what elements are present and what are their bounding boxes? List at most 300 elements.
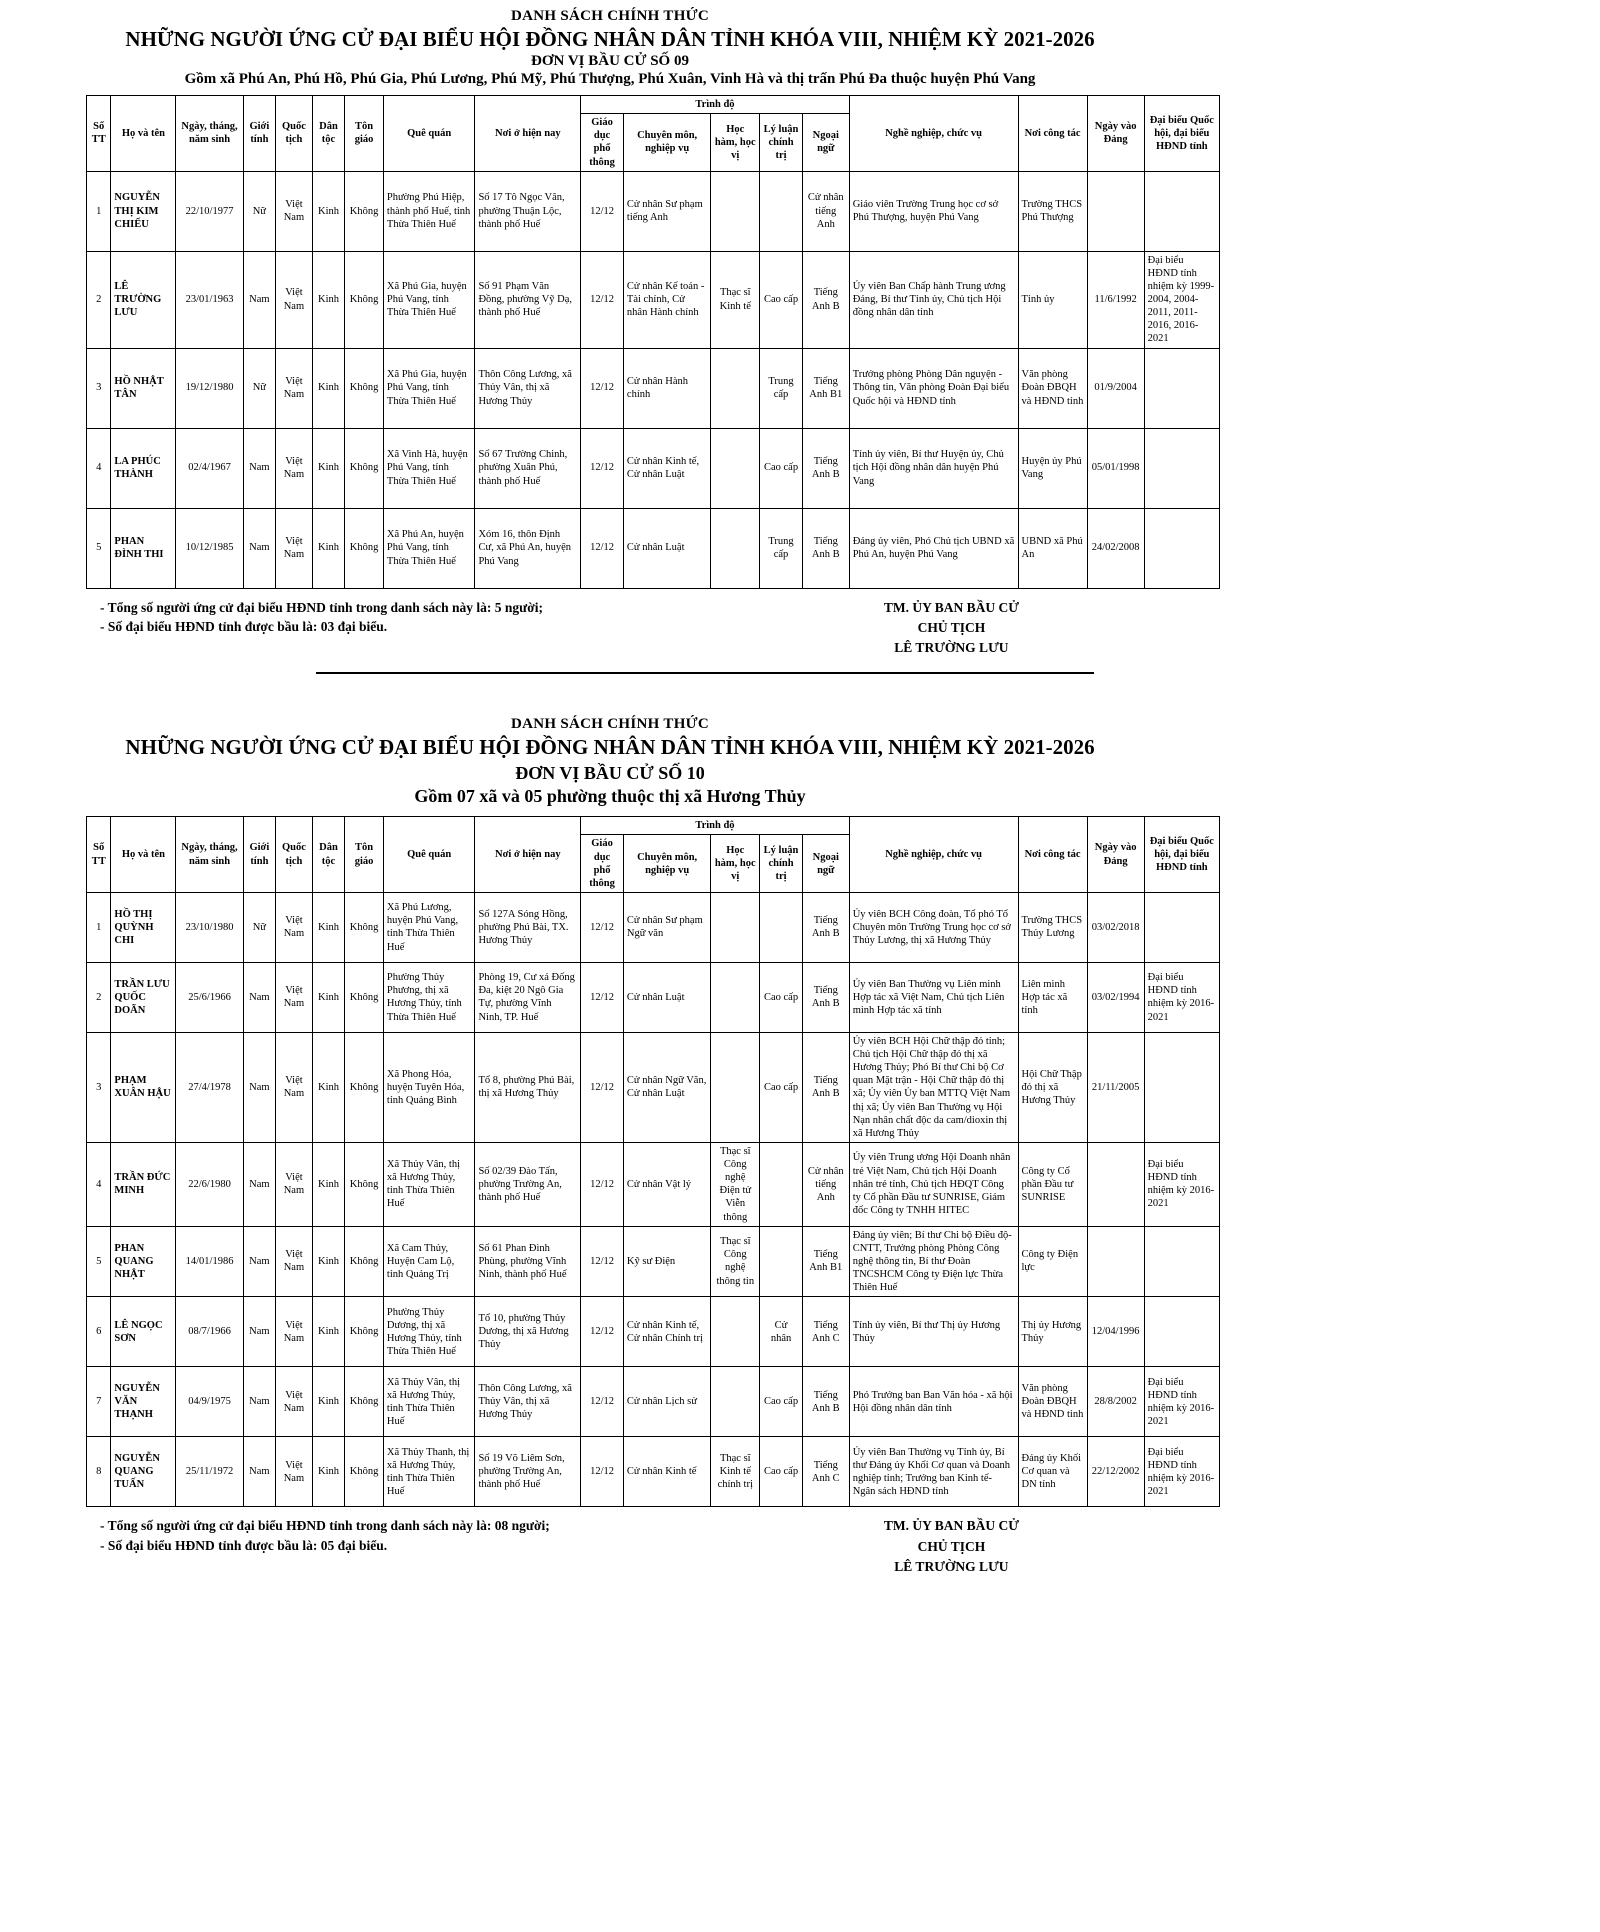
- cell-ethnicity: Kinh: [312, 1297, 345, 1367]
- cell-dob: 25/11/1972: [176, 1437, 243, 1507]
- cell-qualification: Cử nhân Lịch sử: [623, 1367, 710, 1437]
- section-footer: [86, 598, 1134, 659]
- signature-block: [884, 598, 1019, 659]
- cell-party-date: [1087, 171, 1144, 251]
- signature-name: LÊ TRƯỜNG LƯU: [894, 640, 1009, 655]
- cell-language: Tiếng Anh B: [802, 428, 849, 508]
- cell-gender: Nữ: [243, 171, 276, 251]
- cell-workplace: Công ty Cổ phần Đầu tư SUNRISE: [1018, 1142, 1087, 1226]
- cell-religion: Không: [345, 1297, 384, 1367]
- col-header-language: Ngoại ngữ: [802, 114, 849, 172]
- cell-workplace: Trường THCS Phú Thượng: [1018, 171, 1087, 251]
- cell-qualification: Cử nhân Sư phạm Ngữ văn: [623, 892, 710, 962]
- cell-politics: Cao cấp: [760, 251, 803, 348]
- cell-religion: Không: [345, 1437, 384, 1507]
- cell-degree: [711, 428, 760, 508]
- cell-hometown: Xã Phú Lương, huyện Phú Vang, tỉnh Thừa Thiên Huế: [383, 892, 475, 962]
- cell-religion: Không: [345, 428, 384, 508]
- cell-party-date: 11/6/1992: [1087, 251, 1144, 348]
- cell-nationality: Việt Nam: [276, 508, 313, 588]
- cell-gender: Nam: [243, 1226, 276, 1297]
- total-candidates-note: - Tổng số người ứng cử đại biểu HĐND tỉnh trong danh sách này là: 5 người;: [100, 599, 543, 615]
- col-header-party-date: Ngày vào Đảng: [1087, 817, 1144, 893]
- cell-occupation: Giáo viên Trường Trung học cơ sở Phú Thượng, huyện Phú Vang: [849, 171, 1018, 251]
- cell-gender: Nam: [243, 1032, 276, 1142]
- cell-education: 12/12: [581, 428, 624, 508]
- cell-delegate: [1144, 892, 1219, 962]
- cell-workplace: Đảng ủy Khối Cơ quan và DN tỉnh: [1018, 1437, 1087, 1507]
- cell-workplace: Hội Chữ Thập đỏ thị xã Hương Thủy: [1018, 1032, 1087, 1142]
- candidate-row: [87, 171, 1220, 251]
- candidate-row: [87, 1367, 1220, 1437]
- candidate-row: [87, 892, 1220, 962]
- cell-language: Cử nhân tiếng Anh: [802, 171, 849, 251]
- cell-nationality: Việt Nam: [276, 171, 313, 251]
- col-header-delegate: Đại biểu Quốc hội, đại biểu HĐND tỉnh: [1144, 96, 1219, 172]
- cell-language: Tiếng Anh B: [802, 1367, 849, 1437]
- candidate-row: [87, 251, 1220, 348]
- cell-stt: 6: [87, 1297, 111, 1367]
- cell-degree: [711, 892, 760, 962]
- col-header-occupation: Nghề nghiệp, chức vụ: [849, 96, 1018, 172]
- col-header-residence: Nơi ở hiện nay: [475, 817, 581, 893]
- cell-degree: Thạc sĩ Công nghệ thông tin: [711, 1226, 760, 1297]
- cell-religion: Không: [345, 1367, 384, 1437]
- cell-occupation: Đảng ủy viên; Bí thư Chi bộ Điều độ-CNTT, Trưởng phòng Phòng Công nghệ thông tin, Bí thư Đoàn TNCSHCM Công ty Điện lực Thừa Thiên Huế: [849, 1226, 1018, 1297]
- doc-main-title: NHỮNG NGƯỜI ỨNG CỬ ĐẠI BIỂU HỘI ĐỒNG NHÂN DÂN TỈNH KHÓA VIII, NHIỆM KỲ 2021-2026: [125, 27, 1095, 51]
- cell-stt: 8: [87, 1437, 111, 1507]
- candidate-row: [87, 348, 1220, 428]
- cell-occupation: Ủy viên Ban Thường vụ Tỉnh ủy, Bí thư Đảng ủy Khối Cơ quan và Doanh nghiệp tỉnh; Trưởng ban Kinh tế-Ngân sách HĐND tỉnh: [849, 1437, 1018, 1507]
- candidate-row: [87, 508, 1220, 588]
- cell-education: 12/12: [581, 1032, 624, 1142]
- col-header-occupation: Nghề nghiệp, chức vụ: [849, 817, 1018, 893]
- col-header-dob: Ngày, tháng, năm sinh: [176, 96, 243, 172]
- cell-qualification: Cử nhân Kinh tế, Cử nhân Luật: [623, 428, 710, 508]
- col-header-trinh-do: Trình độ: [581, 96, 849, 114]
- cell-dob: 27/4/1978: [176, 1032, 243, 1142]
- candidates-table-unit-10: [86, 816, 1220, 1507]
- cell-delegate: Đại biểu HĐND tỉnh nhiệm kỳ 2016-2021: [1144, 1142, 1219, 1226]
- cell-language: Tiếng Anh B: [802, 892, 849, 962]
- cell-gender: Nữ: [243, 892, 276, 962]
- col-header-name: Họ và tên: [111, 817, 176, 893]
- cell-degree: Thạc sĩ Công nghệ Điện tử Viễn thông: [711, 1142, 760, 1226]
- cell-name: NGUYỄN VĂN THẠNH: [111, 1367, 176, 1437]
- cell-language: Tiếng Anh B: [802, 508, 849, 588]
- cell-language: Cử nhân tiếng Anh: [802, 1142, 849, 1226]
- unit-scope: Gồm 07 xã và 05 phường thuộc thị xã Hương Thủy: [414, 786, 806, 807]
- cell-name: TRẦN LƯU QUỐC DOÃN: [111, 962, 176, 1032]
- cell-delegate: [1144, 508, 1219, 588]
- cell-gender: Nam: [243, 508, 276, 588]
- cell-education: 12/12: [581, 962, 624, 1032]
- cell-delegate: Đại biểu HĐND tỉnh nhiệm kỳ 1999-2004, 2004-2011, 2011-2016, 2016-2021: [1144, 251, 1219, 348]
- cell-residence: Số 67 Trường Chinh, phường Xuân Phú, thành phố Huế: [475, 428, 581, 508]
- cell-delegate: [1144, 171, 1219, 251]
- candidate-row: [87, 1437, 1220, 1507]
- cell-education: 12/12: [581, 251, 624, 348]
- col-header-religion: Tôn giáo: [345, 96, 384, 172]
- cell-ethnicity: Kinh: [312, 251, 345, 348]
- cell-hometown: Phường Thủy Phương, thị xã Hương Thủy, tỉnh Thừa Thiên Huế: [383, 962, 475, 1032]
- cell-religion: Không: [345, 892, 384, 962]
- cell-nationality: Việt Nam: [276, 1367, 313, 1437]
- cell-workplace: Liên minh Hợp tác xã tỉnh: [1018, 962, 1087, 1032]
- cell-education: 12/12: [581, 508, 624, 588]
- cell-delegate: [1144, 428, 1219, 508]
- col-header-trinh-do: Trình độ: [581, 817, 849, 835]
- cell-residence: Thôn Công Lương, xã Thủy Vân, thị xã Hương Thủy: [475, 1367, 581, 1437]
- doc-heading: DANH SÁCH CHÍNH THỨC: [510, 716, 710, 733]
- col-header-gender: Giới tính: [243, 817, 276, 893]
- unit-title: ĐƠN VỊ BẦU CỬ SỐ 10: [515, 763, 705, 784]
- cell-dob: 23/01/1963: [176, 251, 243, 348]
- cell-occupation: Ủy viên Ban Chấp hành Trung ương Đảng, Bí thư Tỉnh ủy, Chủ tịch Hội đồng nhân dân tỉnh: [849, 251, 1018, 348]
- cell-degree: [711, 1297, 760, 1367]
- col-header-qualification: Chuyên môn, nghiệp vụ: [623, 114, 710, 172]
- cell-occupation: Đảng ủy viên, Phó Chủ tịch UBND xã Phú An, huyện Phú Vang: [849, 508, 1018, 588]
- col-header-stt: Số TT: [87, 96, 111, 172]
- cell-residence: Số 17 Tô Ngọc Vân, phường Thuận Lộc, thành phố Huế: [475, 171, 581, 251]
- cell-gender: Nam: [243, 428, 276, 508]
- cell-delegate: Đại biểu HĐND tỉnh nhiệm kỳ 2016-2021: [1144, 962, 1219, 1032]
- cell-residence: Số 02/39 Đào Tấn, phường Trường An, thành phố Huế: [475, 1142, 581, 1226]
- cell-religion: Không: [345, 1032, 384, 1142]
- cell-workplace: Huyện ủy Phú Vang: [1018, 428, 1087, 508]
- cell-gender: Nam: [243, 962, 276, 1032]
- cell-party-date: [1087, 1226, 1144, 1297]
- cell-nationality: Việt Nam: [276, 251, 313, 348]
- cell-occupation: Ủy viên Ban Thường vụ Liên minh Hợp tác xã Việt Nam, Chủ tịch Liên minh Hợp tác xã tỉnh: [849, 962, 1018, 1032]
- cell-party-date: 12/04/1996: [1087, 1297, 1144, 1367]
- cell-nationality: Việt Nam: [276, 1226, 313, 1297]
- cell-education: 12/12: [581, 1226, 624, 1297]
- col-header-religion: Tôn giáo: [345, 817, 384, 893]
- cell-politics: Trung cấp: [760, 348, 803, 428]
- cell-degree: [711, 171, 760, 251]
- cell-name: HỒ THỊ QUỲNH CHI: [111, 892, 176, 962]
- candidate-row: [87, 1032, 1220, 1142]
- cell-name: PHAN ĐÌNH THI: [111, 508, 176, 588]
- cell-degree: [711, 1032, 760, 1142]
- cell-gender: Nam: [243, 251, 276, 348]
- cell-education: 12/12: [581, 892, 624, 962]
- cell-name: LÊ NGỌC SƠN: [111, 1297, 176, 1367]
- col-header-workplace: Nơi công tác: [1018, 96, 1087, 172]
- cell-dob: 14/01/1986: [176, 1226, 243, 1297]
- cell-workplace: Văn phòng Đoàn ĐBQH và HĐND tỉnh: [1018, 1367, 1087, 1437]
- cell-ethnicity: Kinh: [312, 962, 345, 1032]
- cell-stt: 5: [87, 508, 111, 588]
- cell-occupation: Ủy viên BCH Công đoàn, Tổ phó Tổ Chuyên môn Trường Trung học cơ sở Thủy Lương, thị xã Hương Thủy: [849, 892, 1018, 962]
- col-header-nationality: Quốc tịch: [276, 96, 313, 172]
- cell-workplace: Thị ủy Hương Thủy: [1018, 1297, 1087, 1367]
- cell-party-date: 03/02/2018: [1087, 892, 1144, 962]
- cell-stt: 3: [87, 348, 111, 428]
- cell-religion: Không: [345, 508, 384, 588]
- cell-nationality: Việt Nam: [276, 1297, 313, 1367]
- doc-heading: DANH SÁCH CHÍNH THỨC: [510, 8, 710, 24]
- col-header-language: Ngoại ngữ: [802, 835, 849, 893]
- cell-qualification: Kỹ sư Điện: [623, 1226, 710, 1297]
- candidate-row: [87, 962, 1220, 1032]
- col-header-qualification: Chuyên môn, nghiệp vụ: [623, 835, 710, 893]
- col-header-politics: Lý luận chính trị: [760, 835, 803, 893]
- cell-ethnicity: Kinh: [312, 1226, 345, 1297]
- section-unit-09: [86, 8, 1215, 658]
- cell-hometown: Xã Cam Thủy, Huyện Cam Lộ, tỉnh Quảng Trị: [383, 1226, 475, 1297]
- unit-title: ĐƠN VỊ BẦU CỬ SỐ 09: [531, 53, 689, 69]
- cell-ethnicity: Kinh: [312, 171, 345, 251]
- cell-education: 12/12: [581, 348, 624, 428]
- candidate-row: [87, 1142, 1220, 1226]
- cell-nationality: Việt Nam: [276, 962, 313, 1032]
- elected-count-note: - Số đại biểu HĐND tỉnh được bầu là: 03 đại biểu.: [100, 619, 388, 635]
- cell-politics: [760, 171, 803, 251]
- cell-degree: [711, 508, 760, 588]
- cell-qualification: Cử nhân Luật: [623, 508, 710, 588]
- total-candidates-note: - Tổng số người ứng cử đại biểu HĐND tỉnh trong danh sách này là: 08 người;: [100, 1518, 550, 1534]
- footer-notes: [86, 1516, 550, 1555]
- cell-dob: 10/12/1985: [176, 508, 243, 588]
- cell-workplace: Văn phòng Đoàn ĐBQH và HĐND tỉnh: [1018, 348, 1087, 428]
- cell-residence: Số 19 Võ Liêm Sơn, phường Trường An, thành phố Huế: [475, 1437, 581, 1507]
- cell-ethnicity: Kinh: [312, 1032, 345, 1142]
- section-divider: [316, 672, 1094, 674]
- signature-role: CHỦ TỊCH: [917, 1538, 986, 1554]
- cell-religion: Không: [345, 251, 384, 348]
- cell-language: Tiếng Anh C: [802, 1297, 849, 1367]
- cell-gender: Nam: [243, 1437, 276, 1507]
- cell-nationality: Việt Nam: [276, 892, 313, 962]
- cell-hometown: Phường Thủy Dương, thị xã Hương Thủy, tỉnh Thừa Thiên Huế: [383, 1297, 475, 1367]
- cell-ethnicity: Kinh: [312, 1142, 345, 1226]
- cell-politics: Cử nhân: [760, 1297, 803, 1367]
- cell-nationality: Việt Nam: [276, 348, 313, 428]
- cell-residence: Số 91 Phạm Văn Đồng, phường Vỹ Dạ, thành phố Huế: [475, 251, 581, 348]
- cell-residence: Thôn Công Lương, xã Thủy Vân, thị xã Hương Thủy: [475, 348, 581, 428]
- cell-nationality: Việt Nam: [276, 428, 313, 508]
- cell-stt: 4: [87, 1142, 111, 1226]
- cell-residence: Tổ 8, phường Phú Bài, thị xã Hương Thủy: [475, 1032, 581, 1142]
- cell-gender: Nam: [243, 1142, 276, 1226]
- cell-politics: Cao cấp: [760, 962, 803, 1032]
- cell-hometown: Xã Thủy Thanh, thị xã Hương Thủy, tỉnh Thừa Thiên Huế: [383, 1437, 475, 1507]
- cell-dob: 19/12/1980: [176, 348, 243, 428]
- cell-hometown: Xã Vinh Hà, huyện Phú Vang, tỉnh Thừa Thiên Huế: [383, 428, 475, 508]
- cell-religion: Không: [345, 171, 384, 251]
- cell-name: HỒ NHẬT TÂN: [111, 348, 176, 428]
- table-header: [87, 96, 1220, 172]
- cell-education: 12/12: [581, 171, 624, 251]
- cell-party-date: 05/01/1998: [1087, 428, 1144, 508]
- cell-name: PHAN QUANG NHẬT: [111, 1226, 176, 1297]
- cell-stt: 2: [87, 251, 111, 348]
- cell-hometown: Xã Thủy Vân, thị xã Hương Thủy, tỉnh Thừa Thiên Huế: [383, 1142, 475, 1226]
- cell-occupation: Tỉnh ủy viên, Bí thư Huyện ủy, Chủ tịch Hội đồng nhân dân huyện Phú Vang: [849, 428, 1018, 508]
- cell-stt: 1: [87, 171, 111, 251]
- col-header-ethnicity: Dân tộc: [312, 96, 345, 172]
- signature-block: [884, 1516, 1019, 1577]
- cell-education: 12/12: [581, 1437, 624, 1507]
- col-header-residence: Nơi ở hiện nay: [475, 96, 581, 172]
- cell-stt: 7: [87, 1367, 111, 1437]
- cell-dob: 02/4/1967: [176, 428, 243, 508]
- cell-name: PHẠM XUÂN HẬU: [111, 1032, 176, 1142]
- col-header-politics: Lý luận chính trị: [760, 114, 803, 172]
- cell-ethnicity: Kinh: [312, 1367, 345, 1437]
- cell-qualification: Cử nhân Vật lý: [623, 1142, 710, 1226]
- cell-degree: Thạc sĩ Kinh tế chính trị: [711, 1437, 760, 1507]
- cell-occupation: Ủy viên BCH Hội Chữ thập đỏ tỉnh; Chủ tịch Hội Chữ thập đỏ thị xã Hương Thủy; Phó Bí thư Chi bộ Cơ quan Mặt trận - Hội Chữ thập đỏ thị xã; Ủy viên Ủy ban MTTQ Việt Nam thị xã; Ủy viên Ban Thường vụ Hội Nạn nhân chất độc da cam/dioxin thị xã Hương Thủy: [849, 1032, 1018, 1142]
- cell-workplace: Tỉnh ủy: [1018, 251, 1087, 348]
- cell-politics: [760, 1142, 803, 1226]
- cell-politics: [760, 1226, 803, 1297]
- cell-residence: Xóm 16, thôn Định Cư, xã Phú An, huyện Phú Vang: [475, 508, 581, 588]
- elected-count-note: - Số đại biểu HĐND tỉnh được bầu là: 05 đại biểu.: [100, 1537, 388, 1553]
- candidates-table-unit-09: [86, 95, 1220, 589]
- cell-hometown: Phường Phú Hiệp, thành phố Huế, tỉnh Thừa Thiên Huế: [383, 171, 475, 251]
- candidate-row: [87, 1226, 1220, 1297]
- cell-name: NGUYỄN THỊ KIM CHIẾU: [111, 171, 176, 251]
- section-unit-10: [86, 716, 1215, 1577]
- table-body: [87, 171, 1220, 588]
- cell-nationality: Việt Nam: [276, 1032, 313, 1142]
- cell-qualification: Cử nhân Kế toán -Tài chính, Cử nhân Hành chính: [623, 251, 710, 348]
- candidate-row: [87, 1297, 1220, 1367]
- col-header-degree: Học hàm, học vị: [711, 835, 760, 893]
- cell-delegate: [1144, 348, 1219, 428]
- cell-language: Tiếng Anh B: [802, 251, 849, 348]
- cell-stt: 5: [87, 1226, 111, 1297]
- cell-delegate: [1144, 1297, 1219, 1367]
- cell-residence: Tổ 10, phường Thủy Dương, thị xã Hương Thủy: [475, 1297, 581, 1367]
- cell-delegate: [1144, 1032, 1219, 1142]
- cell-dob: 04/9/1975: [176, 1367, 243, 1437]
- col-header-workplace: Nơi công tác: [1018, 817, 1087, 893]
- unit-scope: Gồm xã Phú An, Phú Hồ, Phú Gia, Phú Lương, Phú Mỹ, Phú Thượng, Phú Xuân, Vinh Hà và thị trấn Phú Đa thuộc huyện Phú Vang: [184, 71, 1036, 87]
- cell-party-date: 21/11/2005: [1087, 1032, 1144, 1142]
- cell-delegate: Đại biểu HĐND tỉnh nhiệm kỳ 2016-2021: [1144, 1437, 1219, 1507]
- cell-delegate: Đại biểu HĐND tỉnh nhiệm kỳ 2016-2021: [1144, 1367, 1219, 1437]
- cell-dob: 22/10/1977: [176, 171, 243, 251]
- cell-stt: 1: [87, 892, 111, 962]
- col-header-hometown: Quê quán: [383, 96, 475, 172]
- cell-workplace: UBND xã Phú An: [1018, 508, 1087, 588]
- col-header-education: Giáo dục phổ thông: [581, 835, 624, 893]
- cell-stt: 3: [87, 1032, 111, 1142]
- cell-dob: 22/6/1980: [176, 1142, 243, 1226]
- cell-hometown: Xã Phú An, huyện Phú Vang, tỉnh Thừa Thiên Huế: [383, 508, 475, 588]
- col-header-name: Họ và tên: [111, 96, 176, 172]
- cell-language: Tiếng Anh B1: [802, 1226, 849, 1297]
- cell-degree: [711, 1367, 760, 1437]
- cell-occupation: Tỉnh ủy viên, Bí thư Thị ủy Hương Thủy: [849, 1297, 1018, 1367]
- cell-language: Tiếng Anh B: [802, 962, 849, 1032]
- col-header-education: Giáo dục phổ thông: [581, 114, 624, 172]
- footer-notes: [86, 598, 543, 637]
- cell-dob: 23/10/1980: [176, 892, 243, 962]
- cell-gender: Nữ: [243, 348, 276, 428]
- cell-occupation: Ủy viên Trung ương Hội Doanh nhân trẻ Việt Nam, Chủ tịch Hội Doanh nhân trẻ tỉnh, Chủ tịch HĐQT Công ty Cổ phần Đầu tư SUNRISE, Giám đốc Công ty TNHH HITEC: [849, 1142, 1018, 1226]
- cell-stt: 2: [87, 962, 111, 1032]
- cell-qualification: Cử nhân Sư phạm tiếng Anh: [623, 171, 710, 251]
- cell-occupation: Phó Trưởng ban Ban Văn hóa - xã hội Hội đồng nhân dân tỉnh: [849, 1367, 1018, 1437]
- cell-name: LA PHÚC THÀNH: [111, 428, 176, 508]
- cell-education: 12/12: [581, 1142, 624, 1226]
- cell-politics: Cao cấp: [760, 1032, 803, 1142]
- cell-gender: Nam: [243, 1297, 276, 1367]
- cell-residence: Phòng 19, Cư xá Đống Đa, kiệt 20 Ngô Gia Tự, phường Vĩnh Ninh, TP. Huế: [475, 962, 581, 1032]
- cell-nationality: Việt Nam: [276, 1437, 313, 1507]
- cell-degree: [711, 348, 760, 428]
- cell-hometown: Xã Phú Gia, huyện Phú Vang, tỉnh Thừa Thiên Huế: [383, 251, 475, 348]
- cell-degree: [711, 962, 760, 1032]
- cell-nationality: Việt Nam: [276, 1142, 313, 1226]
- col-header-dob: Ngày, tháng, năm sinh: [176, 817, 243, 893]
- cell-stt: 4: [87, 428, 111, 508]
- cell-party-date: 24/02/2008: [1087, 508, 1144, 588]
- cell-occupation: Trưởng phòng Phòng Dân nguyện - Thông tin, Văn phòng Đoàn Đại biểu Quốc hội và HĐND tỉnh: [849, 348, 1018, 428]
- cell-workplace: Trường THCS Thủy Lương: [1018, 892, 1087, 962]
- col-header-delegate: Đại biểu Quốc hội, đại biểu HĐND tỉnh: [1144, 817, 1219, 893]
- cell-politics: [760, 892, 803, 962]
- col-header-party-date: Ngày vào Đảng: [1087, 96, 1144, 172]
- cell-ethnicity: Kinh: [312, 508, 345, 588]
- cell-qualification: Cử nhân Ngữ Văn, Cử nhân Luật: [623, 1032, 710, 1142]
- cell-name: NGUYỄN QUANG TUẤN: [111, 1437, 176, 1507]
- signature-role: CHỦ TỊCH: [917, 619, 986, 635]
- cell-religion: Không: [345, 1142, 384, 1226]
- col-header-hometown: Quê quán: [383, 817, 475, 893]
- cell-qualification: Cử nhân Hành chính: [623, 348, 710, 428]
- cell-workplace: Công ty Điện lực: [1018, 1226, 1087, 1297]
- cell-politics: Trung cấp: [760, 508, 803, 588]
- col-header-gender: Giới tính: [243, 96, 276, 172]
- cell-party-date: 01/9/2004: [1087, 348, 1144, 428]
- cell-religion: Không: [345, 348, 384, 428]
- cell-gender: Nam: [243, 1367, 276, 1437]
- signature-name: LÊ TRƯỜNG LƯU: [894, 1558, 1009, 1574]
- cell-dob: 25/6/1966: [176, 962, 243, 1032]
- cell-degree: Thạc sĩ Kinh tế: [711, 251, 760, 348]
- doc-main-title: NHỮNG NGƯỜI ỨNG CỬ ĐẠI BIỂU HỘI ĐỒNG NHÂN DÂN TỈNH KHÓA VIII, NHIỆM KỲ 2021-2026: [125, 735, 1095, 760]
- cell-residence: Số 127A Sóng Hồng, phường Phú Bài, TX. Hương Thủy: [475, 892, 581, 962]
- cell-hometown: Xã Thủy Vân, thị xã Hương Thủy, tỉnh Thừa Thiên Huế: [383, 1367, 475, 1437]
- cell-party-date: [1087, 1142, 1144, 1226]
- col-header-nationality: Quốc tịch: [276, 817, 313, 893]
- cell-ethnicity: Kinh: [312, 892, 345, 962]
- cell-politics: Cao cấp: [760, 428, 803, 508]
- candidate-row: [87, 428, 1220, 508]
- col-header-degree: Học hàm, học vị: [711, 114, 760, 172]
- cell-language: Tiếng Anh B: [802, 1032, 849, 1142]
- cell-language: Tiếng Anh C: [802, 1437, 849, 1507]
- table-body: [87, 892, 1220, 1506]
- cell-qualification: Cử nhân Kinh tế: [623, 1437, 710, 1507]
- cell-party-date: 03/02/1994: [1087, 962, 1144, 1032]
- col-header-ethnicity: Dân tộc: [312, 817, 345, 893]
- cell-education: 12/12: [581, 1367, 624, 1437]
- cell-name: TRẦN ĐỨC MINH: [111, 1142, 176, 1226]
- cell-hometown: Xã Phú Gia, huyện Phú Vang, tỉnh Thừa Thiên Huế: [383, 348, 475, 428]
- cell-qualification: Cử nhân Luật: [623, 962, 710, 1032]
- cell-language: Tiếng Anh B1: [802, 348, 849, 428]
- cell-residence: Số 61 Phan Đình Phùng, phường Vĩnh Ninh, thành phố Huế: [475, 1226, 581, 1297]
- cell-religion: Không: [345, 962, 384, 1032]
- cell-education: 12/12: [581, 1297, 624, 1367]
